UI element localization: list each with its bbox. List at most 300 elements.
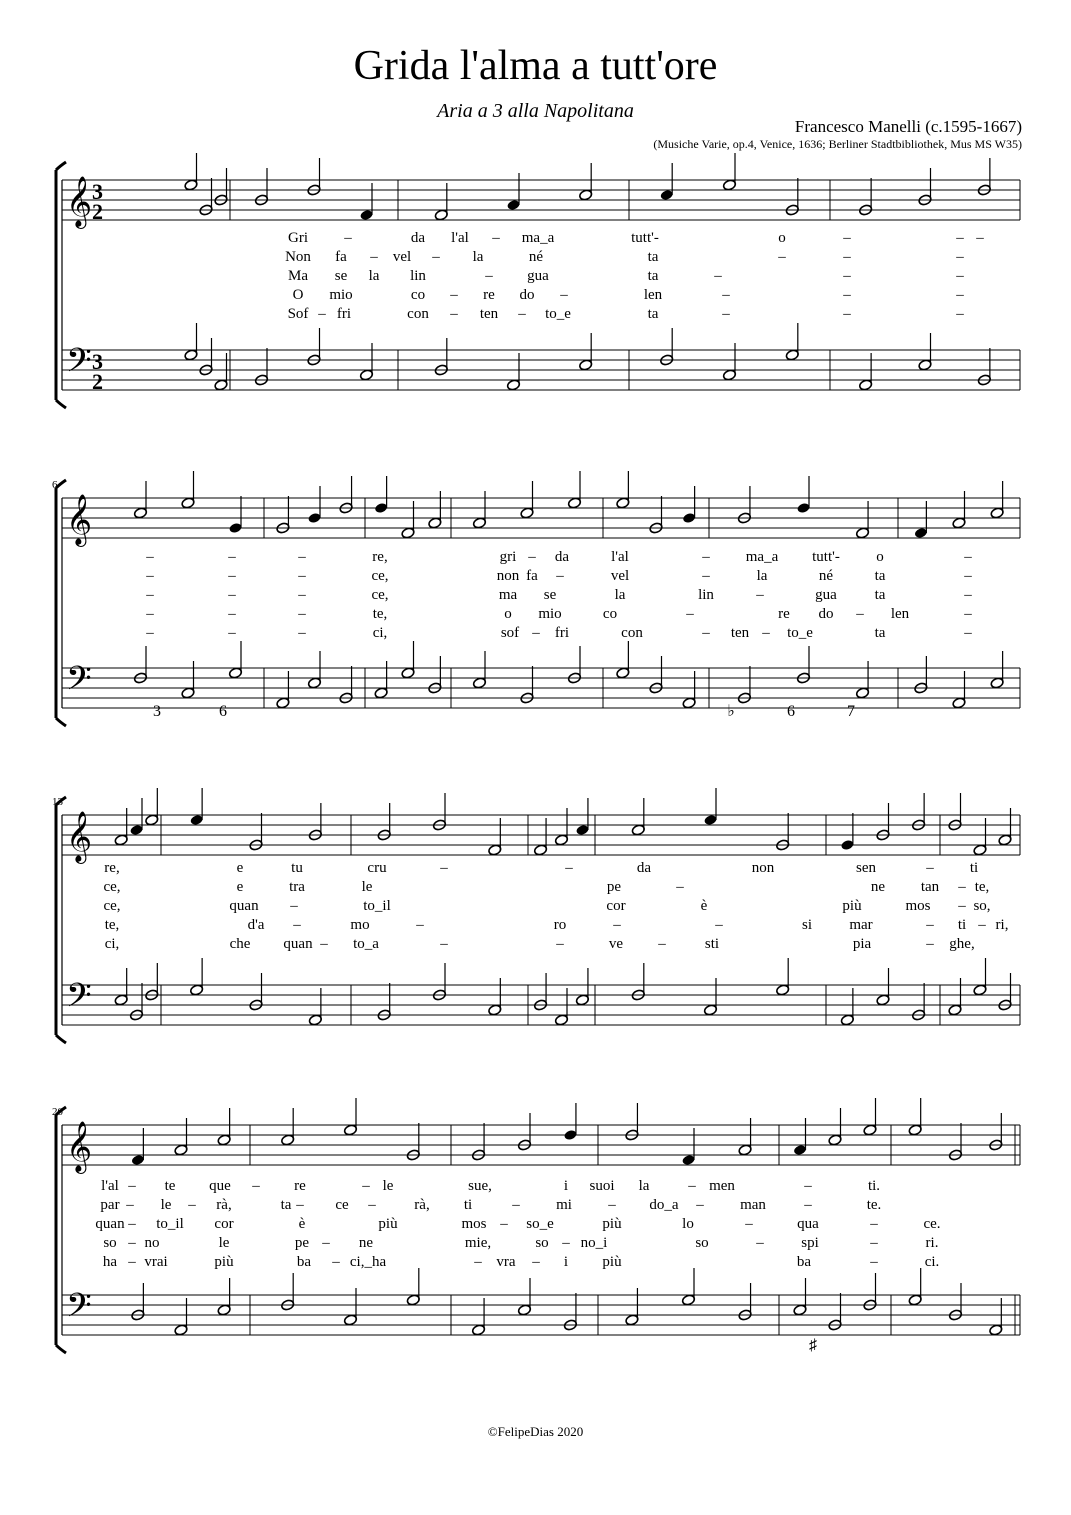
- lyric-syllable: –: [298, 587, 306, 603]
- lyric-syllable: ta: [874, 587, 886, 603]
- lyric-syllable: –: [228, 625, 236, 641]
- lyric-syllable: ti: [957, 917, 967, 933]
- lyric-syllable: –: [843, 268, 851, 284]
- composer-credit: Francesco Manelli (c.1595-1667): [794, 117, 1022, 136]
- lyric-syllable: to_a: [353, 936, 379, 952]
- lyric-syllable: mo: [350, 917, 370, 933]
- lyric-syllable: da: [554, 549, 570, 565]
- lyric-syllable: –: [432, 249, 440, 265]
- lyric-syllable: più: [602, 1254, 622, 1270]
- figured-bass-figure: 7: [847, 703, 855, 720]
- lyric-syllable: l'al: [611, 549, 629, 565]
- lyric-syllable: i: [563, 1178, 569, 1194]
- lyric-syllable: –: [926, 860, 934, 876]
- lyric-syllable: ce: [335, 1197, 349, 1213]
- lyric-syllable: –: [964, 549, 972, 565]
- lyric-syllable: è: [700, 898, 708, 914]
- lyric-syllable: più: [842, 898, 862, 914]
- lyric-syllable: –: [440, 860, 448, 876]
- lyric-syllable: sof: [500, 625, 520, 641]
- lyric-syllable: ten: [479, 306, 499, 322]
- lyric-syllable: quan: [95, 1216, 125, 1232]
- lyric-syllable: le: [218, 1235, 230, 1251]
- lyric-syllable: –: [964, 606, 972, 622]
- lyric-syllable: spi: [801, 1235, 819, 1251]
- lyric-syllable: –: [128, 1216, 136, 1232]
- lyric-syllable: par: [100, 1197, 120, 1213]
- lyric-syllable: ta: [280, 1197, 292, 1213]
- lyric-syllable: –: [608, 1197, 616, 1213]
- lyric-syllable: te.: [866, 1197, 882, 1213]
- figured-bass-figure: 6: [219, 703, 227, 720]
- lyric-syllable: –: [440, 936, 448, 952]
- lyric-syllable: len: [643, 287, 663, 303]
- bass-staff: [62, 1295, 1020, 1335]
- lyric-syllable: –: [565, 860, 573, 876]
- lyric-syllable: sue,: [468, 1178, 492, 1194]
- lyric-syllable: ta: [647, 306, 659, 322]
- lyric-syllable: –: [964, 568, 972, 584]
- lyric-syllable: –: [556, 936, 564, 952]
- lyric-syllable: –: [485, 268, 493, 284]
- lyric-syllable: –: [722, 287, 730, 303]
- lyric-syllable: Sof: [287, 306, 309, 322]
- lyric-syllable: ce,: [371, 568, 389, 584]
- lyric-syllable: –: [688, 1178, 696, 1194]
- lyrics-group: [103, 860, 1008, 952]
- lyrics-group: [285, 230, 984, 322]
- lyric-syllable: gri: [499, 549, 517, 565]
- lyric-syllable: –: [146, 606, 154, 622]
- lyric-syllable: –: [146, 568, 154, 584]
- lyric-syllable: –: [870, 1216, 878, 1232]
- lyric-syllable: –: [318, 306, 326, 322]
- lyric-syllable: –: [613, 917, 621, 933]
- lyric-syllable: se: [334, 268, 348, 284]
- lyric-syllable: –: [676, 879, 684, 895]
- lyric-syllable: so: [695, 1235, 709, 1251]
- lyric-syllable: ce.: [923, 1216, 941, 1232]
- lyric-syllable: –: [322, 1235, 330, 1251]
- time-signature-denominator: 2: [92, 369, 103, 394]
- lyric-syllable: –: [870, 1235, 878, 1251]
- lyric-syllable: –: [474, 1254, 482, 1270]
- lyric-syllable: –: [556, 568, 564, 584]
- lyric-syllable: fri: [336, 306, 352, 322]
- lyric-syllable: ma_a: [521, 230, 555, 246]
- lyric-syllable: la: [756, 568, 768, 584]
- lyric-syllable: vel: [392, 249, 412, 265]
- lyric-syllable: ve: [608, 936, 624, 952]
- bass-clef-icon: 𝄢: [66, 342, 92, 388]
- lyric-syllable: –: [146, 549, 154, 565]
- figured-bass-group: [153, 703, 855, 720]
- lyric-syllable: la: [472, 249, 484, 265]
- lyric-syllable: –: [296, 1197, 304, 1213]
- lyric-syllable: –: [976, 230, 984, 246]
- treble-staff: [62, 498, 1020, 538]
- treble-clef-icon: 𝄞: [66, 811, 93, 862]
- time-signature-denominator: 2: [92, 199, 103, 224]
- lyric-syllable: do: [519, 287, 535, 303]
- lyric-syllable: –: [956, 268, 964, 284]
- lyric-syllable: so: [103, 1235, 117, 1251]
- bass-staff: [62, 668, 1020, 708]
- lyrics-group: [95, 1178, 940, 1270]
- treble-clef-icon: 𝄞: [66, 176, 93, 227]
- lyric-syllable: ghe,: [949, 936, 975, 952]
- figured-bass-group: [809, 1337, 817, 1354]
- lyric-syllable: –: [978, 917, 986, 933]
- system-bracket: [56, 480, 66, 726]
- bass-staff: [62, 350, 1020, 390]
- figured-bass-figure: ♯: [809, 1337, 817, 1354]
- lyric-syllable: ne: [358, 1235, 374, 1251]
- lyric-syllable: né: [528, 249, 544, 265]
- lyric-syllable: –: [778, 249, 786, 265]
- lyric-syllable: né: [818, 568, 834, 584]
- lyric-syllable: –: [293, 917, 301, 933]
- lyric-syllable: –: [512, 1197, 520, 1213]
- lyric-syllable: –: [804, 1178, 812, 1194]
- lyric-syllable: più: [602, 1216, 622, 1232]
- lyric-syllable: i: [563, 1254, 569, 1270]
- lyric-syllable: la: [368, 268, 380, 284]
- treble-clef-icon: 𝄞: [66, 1121, 93, 1172]
- figured-bass-figure: 6: [787, 703, 795, 720]
- lyric-syllable: o: [504, 606, 512, 622]
- lyric-syllable: –: [870, 1254, 878, 1270]
- lyric-syllable: le: [160, 1197, 172, 1213]
- lyric-syllable: ha: [102, 1254, 118, 1270]
- lyric-syllable: que: [209, 1178, 231, 1194]
- lyric-syllable: la: [638, 1178, 650, 1194]
- lyric-syllable: ba: [796, 1254, 812, 1270]
- lyric-syllable: no_i: [580, 1235, 608, 1251]
- system-bracket: [56, 797, 66, 1043]
- lyric-syllable: –: [843, 306, 851, 322]
- lyric-syllable: –: [926, 917, 934, 933]
- lyric-syllable: –: [843, 230, 851, 246]
- lyric-syllable: –: [500, 1216, 508, 1232]
- time-signature-numerator: 3: [92, 349, 103, 374]
- piece-title: Grida l'alma a tutt'ore: [353, 43, 718, 89]
- lyric-syllable: so: [535, 1235, 549, 1251]
- lyric-syllable: –: [956, 287, 964, 303]
- lyric-syllable: –: [843, 249, 851, 265]
- lyric-syllable: fa: [335, 249, 347, 265]
- lyric-syllable: qua: [797, 1216, 819, 1232]
- lyric-syllable: te: [164, 1178, 176, 1194]
- lyric-syllable: –: [756, 1235, 764, 1251]
- lyric-syllable: –: [492, 230, 500, 246]
- lyric-syllable: to_il: [156, 1216, 184, 1232]
- lyric-syllable: –: [362, 1178, 370, 1194]
- lyrics-group: [145, 549, 972, 641]
- lyric-syllable: tutt'-: [631, 230, 659, 246]
- lyric-syllable: gua: [815, 587, 837, 603]
- lyric-syllable: do_a: [649, 1197, 679, 1213]
- piece-subtitle: Aria a 3 alla Napolitana: [437, 100, 634, 122]
- lyric-syllable: quan: [283, 936, 313, 952]
- lyric-syllable: do: [818, 606, 834, 622]
- source-credit: (Musiche Varie, op.4, Venice, 1636; Berliner Stadtbibliothek, Mus MS W35): [653, 137, 1022, 151]
- lyric-syllable: –: [518, 306, 526, 322]
- lyric-syllable: non: [751, 860, 775, 876]
- lyric-syllable: lin: [698, 587, 714, 603]
- lyric-syllable: –: [926, 936, 934, 952]
- lyric-syllable: ri.: [925, 1235, 939, 1251]
- lyric-syllable: cor: [214, 1216, 234, 1232]
- lyric-syllable: mos: [905, 898, 931, 914]
- lyric-syllable: Non: [285, 249, 311, 265]
- lyric-syllable: ten: [730, 625, 750, 641]
- lyric-syllable: –: [956, 249, 964, 265]
- lyric-syllable: –: [562, 1235, 570, 1251]
- lyric-syllable: lin: [410, 268, 426, 284]
- bass-staff: [62, 985, 1020, 1025]
- lyric-syllable: –: [964, 625, 972, 641]
- lyric-syllable: ti.: [867, 1178, 881, 1194]
- lyric-syllable: o: [778, 230, 786, 246]
- lyric-syllable: Ma: [288, 268, 308, 284]
- lyric-syllable: ti: [463, 1197, 473, 1213]
- lyric-syllable: ce,: [103, 879, 121, 895]
- lyric-syllable: –: [964, 587, 972, 603]
- lyric-syllable: re,: [104, 860, 120, 876]
- lyric-syllable: te,: [974, 879, 990, 895]
- lyric-syllable: ba: [296, 1254, 312, 1270]
- lyric-syllable: ne: [870, 879, 886, 895]
- lyric-syllable: se: [543, 587, 557, 603]
- lyric-syllable: so,: [973, 898, 991, 914]
- lyric-syllable: –: [714, 268, 722, 284]
- lyric-syllable: ti: [969, 860, 979, 876]
- lyric-syllable: –: [756, 587, 764, 603]
- lyric-syllable: più: [214, 1254, 234, 1270]
- lyric-syllable: –: [298, 549, 306, 565]
- lyric-syllable: d'a: [247, 917, 265, 933]
- lyric-syllable: gua: [527, 268, 549, 284]
- lyric-syllable: –: [560, 287, 568, 303]
- lyric-syllable: –: [298, 606, 306, 622]
- lyric-syllable: ro: [553, 917, 567, 933]
- lyric-syllable: con: [407, 306, 429, 322]
- lyric-syllable: ce,: [103, 898, 121, 914]
- lyric-syllable: le: [361, 879, 373, 895]
- lyric-syllable: pe: [294, 1235, 310, 1251]
- lyric-syllable: rà,: [216, 1197, 232, 1213]
- lyric-syllable: –: [368, 1197, 376, 1213]
- lyric-syllable: –: [702, 625, 710, 641]
- lyric-syllable: più: [378, 1216, 398, 1232]
- lyric-syllable: fa: [526, 568, 538, 584]
- lyric-syllable: –: [126, 1197, 134, 1213]
- lyric-syllable: mi: [556, 1197, 572, 1213]
- lyric-syllable: tu: [291, 860, 303, 876]
- lyric-syllable: man: [740, 1197, 766, 1213]
- lyric-syllable: co: [410, 287, 426, 303]
- lyric-syllable: –: [332, 1254, 340, 1270]
- lyric-syllable: è: [298, 1216, 306, 1232]
- lyric-syllable: l'al: [451, 230, 469, 246]
- lyric-syllable: –: [228, 587, 236, 603]
- system-4: [52, 1098, 1020, 1354]
- lyric-syllable: –: [228, 606, 236, 622]
- lyric-syllable: re: [778, 606, 790, 622]
- bass-clef-icon: 𝄢: [66, 977, 92, 1023]
- lyric-syllable: O: [292, 287, 304, 303]
- treble-staff: [62, 1125, 1020, 1165]
- lyric-syllable: so_e: [526, 1216, 554, 1232]
- lyric-syllable: –: [658, 936, 666, 952]
- lyric-syllable: cor: [606, 898, 626, 914]
- lyric-syllable: vrai: [144, 1254, 168, 1270]
- lyric-syllable: mos: [461, 1216, 487, 1232]
- lyric-syllable: –: [958, 879, 966, 895]
- lyric-syllable: –: [762, 625, 770, 641]
- measure-number: 6: [52, 479, 58, 491]
- lyric-syllable: –: [686, 606, 694, 622]
- lyric-syllable: –: [146, 587, 154, 603]
- lyric-syllable: –: [370, 249, 378, 265]
- lyric-syllable: da: [410, 230, 426, 246]
- lyric-syllable: –: [320, 936, 328, 952]
- lyric-syllable: –: [228, 568, 236, 584]
- lyric-syllable: pe: [606, 879, 622, 895]
- lyric-syllable: sti: [704, 936, 720, 952]
- lyric-syllable: –: [856, 606, 864, 622]
- lyric-syllable: mie,: [464, 1235, 492, 1251]
- lyric-syllable: ci.: [924, 1254, 940, 1270]
- lyric-syllable: –: [745, 1216, 753, 1232]
- lyric-syllable: ci,_ha: [349, 1254, 387, 1270]
- lyric-syllable: la: [614, 587, 626, 603]
- lyric-syllable: to_e: [545, 306, 571, 322]
- lyric-syllable: rà,: [414, 1197, 430, 1213]
- lyric-syllable: –: [450, 287, 458, 303]
- lyric-syllable: –: [252, 1178, 260, 1194]
- lyric-syllable: –: [696, 1197, 704, 1213]
- lyric-syllable: –: [128, 1235, 136, 1251]
- lyric-syllable: le: [382, 1178, 394, 1194]
- lyric-syllable: e: [236, 860, 244, 876]
- lyric-syllable: ma: [498, 587, 518, 603]
- lyric-syllable: –: [702, 549, 710, 565]
- lyric-syllable: –: [843, 287, 851, 303]
- lyric-syllable: mar: [849, 917, 873, 933]
- lyric-syllable: fri: [554, 625, 570, 641]
- lyric-syllable: te,: [104, 917, 120, 933]
- lyric-syllable: ta: [647, 268, 659, 284]
- lyric-syllable: –: [702, 568, 710, 584]
- lyric-syllable: tra: [289, 879, 305, 895]
- lyric-syllable: Gri: [288, 230, 308, 246]
- lyric-syllable: tan: [920, 879, 940, 895]
- lyric-syllable: to_e: [787, 625, 813, 641]
- lyric-syllable: –: [128, 1178, 136, 1194]
- lyric-syllable: sen: [856, 860, 876, 876]
- bass-clef-icon: 𝄢: [66, 1287, 92, 1333]
- lyric-syllable: tutt'-: [812, 549, 840, 565]
- lyric-syllable: vra: [496, 1254, 516, 1270]
- lyric-syllable: –: [146, 625, 154, 641]
- lyric-syllable: pia: [852, 936, 872, 952]
- lyric-syllable: re: [294, 1178, 306, 1194]
- lyric-syllable: e: [236, 879, 244, 895]
- lyric-syllable: no: [144, 1235, 160, 1251]
- lyric-syllable: ta: [874, 625, 886, 641]
- lyric-syllable: –: [128, 1254, 136, 1270]
- lyric-syllable: mio: [329, 287, 353, 303]
- lyric-syllable: ci,: [104, 936, 120, 952]
- lyric-syllable: –: [290, 898, 298, 914]
- lyric-syllable: re,: [372, 549, 388, 565]
- lyric-syllable: –: [956, 306, 964, 322]
- lyric-syllable: –: [298, 625, 306, 641]
- system-bracket: [56, 162, 66, 408]
- lyric-syllable: con: [621, 625, 643, 641]
- lyric-syllable: ta: [647, 249, 659, 265]
- figured-bass-figure: ♭: [727, 703, 735, 720]
- lyric-syllable: da: [636, 860, 652, 876]
- lyric-syllable: len: [890, 606, 910, 622]
- lyric-syllable: co: [602, 606, 618, 622]
- measure-number: 20: [52, 1106, 63, 1118]
- lyric-syllable: –: [532, 625, 540, 641]
- lyric-syllable: –: [228, 549, 236, 565]
- lyric-syllable: lo: [682, 1216, 694, 1232]
- treble-clef-icon: 𝄞: [66, 494, 93, 545]
- lyric-syllable: –: [956, 230, 964, 246]
- lyric-syllable: te,: [372, 606, 388, 622]
- copyright-notice: ©FelipeDias 2020: [487, 1424, 584, 1439]
- lyric-syllable: ci,: [372, 625, 388, 641]
- lyric-syllable: to_il: [363, 898, 391, 914]
- lyric-syllable: ma_a: [745, 549, 779, 565]
- lyric-syllable: –: [722, 306, 730, 322]
- lyric-syllable: o: [876, 549, 884, 565]
- lyric-syllable: –: [416, 917, 424, 933]
- lyric-syllable: quan: [229, 898, 259, 914]
- lyric-syllable: –: [715, 917, 723, 933]
- bass-clef-icon: 𝄢: [66, 660, 92, 706]
- lyric-syllable: –: [450, 306, 458, 322]
- lyric-syllable: –: [298, 568, 306, 584]
- lyric-syllable: l'al: [101, 1178, 119, 1194]
- lyric-syllable: cru: [367, 860, 387, 876]
- lyric-syllable: mio: [538, 606, 562, 622]
- system-bracket: [56, 1107, 66, 1353]
- measure-number: 13: [52, 796, 63, 808]
- lyric-syllable: vel: [610, 568, 630, 584]
- lyric-syllable: ri,: [995, 917, 1009, 933]
- lyric-syllable: –: [958, 898, 966, 914]
- lyric-syllable: ce,: [371, 587, 389, 603]
- lyric-syllable: –: [804, 1197, 812, 1213]
- lyric-syllable: –: [188, 1197, 196, 1213]
- lyric-syllable: –: [344, 230, 352, 246]
- lyric-syllable: men: [709, 1178, 735, 1194]
- lyric-syllable: –: [532, 1254, 540, 1270]
- lyric-syllable: ta: [874, 568, 886, 584]
- lyric-syllable: re: [483, 287, 495, 303]
- lyric-syllable: che: [229, 936, 251, 952]
- lyric-syllable: si: [801, 917, 813, 933]
- time-signature-numerator: 3: [92, 179, 103, 204]
- figured-bass-figure: 3: [153, 703, 161, 720]
- lyric-syllable: –: [528, 549, 536, 565]
